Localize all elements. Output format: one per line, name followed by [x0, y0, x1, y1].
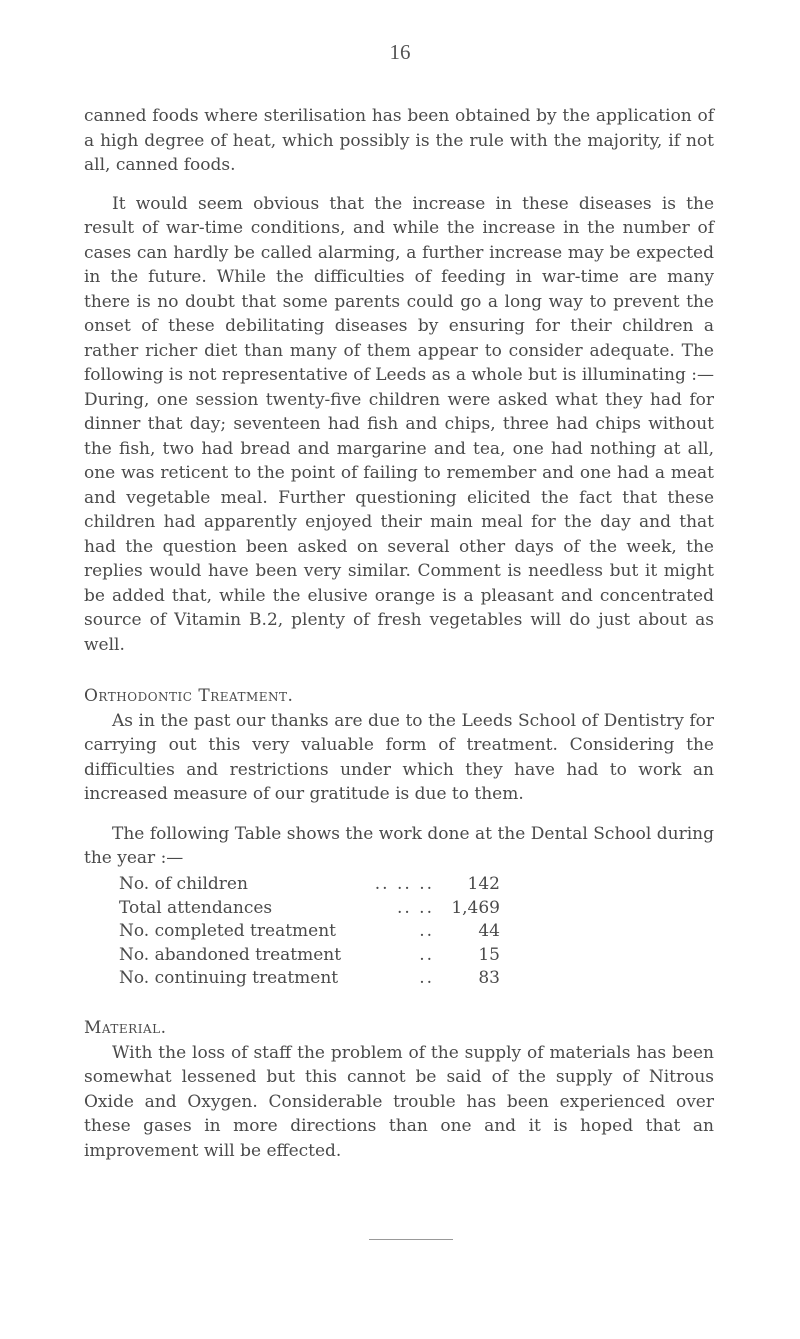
- row-label: No. of children: [119, 874, 248, 895]
- row-value: 1,469: [451, 897, 500, 918]
- table-row: [119, 873, 500, 897]
- heading-orthodontic-treatment: Orthodontic Treatment.: [84, 686, 294, 706]
- row-value: 44: [478, 921, 500, 942]
- paragraph-table-intro: The following Table shows the work done at the Dental School during the year :—: [84, 823, 714, 868]
- leader-dots: .. ..: [396, 897, 434, 918]
- row-label: No. completed treatment: [119, 921, 336, 942]
- heading-material: Material.: [84, 1018, 167, 1038]
- row-value: 15: [478, 944, 500, 965]
- closing-rule: [369, 1239, 453, 1240]
- paragraph-canned-foods: canned foods where sterilisation has been obtained by the application of a high degree of heat, which possibly is the rule with the majority, if not all, canned foods.: [84, 106, 714, 175]
- dental-school-table: [119, 873, 500, 991]
- row-label: Total attendances: [119, 897, 273, 918]
- leader-dots: .. .. ..: [374, 874, 434, 895]
- leader-dots: ..: [419, 944, 434, 965]
- row-value: 142: [467, 874, 500, 895]
- row-value: 83: [478, 968, 500, 989]
- table-row: [119, 896, 500, 920]
- row-label: No. abandoned treatment: [119, 944, 342, 965]
- table-row: [119, 943, 500, 967]
- table-row: [119, 967, 500, 991]
- paragraph-orthodontic: As in the past our thanks are due to the Leeds School of Dentistry for carrying out this very valuable form of treatment. Considering the difficulties and restrictions under which they have had to work an increased measure of our gratitude is due to them.: [84, 710, 714, 804]
- paragraph-war-time-diseases: It would seem obvious that the increase in these diseases is the result of war-time conditions, and while the increase in the number of cases can hardly be called alarming, a further increase may be expected in the future. While the difficulties of feeding in war-time are many there is no doubt that some parents could go a long way to prevent the onset of these debilitating diseases by ensuring for their children a rather richer diet than many of them appear to consider adequate. The following is not representative of Leeds as a whole but is illuminating :—During, one session twenty-five children were asked what they had for dinner that day; seventeen had fish and chips, three had chips without the fish, two had bread and margarine and tea, one had nothing at all, one was reticent to the point of failing to remember and one had a meat and vegetable meal. Further questioning elicited the fact that these children had apparently enjoyed their main meal for the day and that had the question been asked on several other days of the week, the replies would have been very similar. Comment is needless but it might be added that, while the elusive orange is a pleasant and concentrated source of Vitamin B.2, plenty of fresh vegetables will do just about as well.: [84, 193, 714, 655]
- leader-dots: ..: [419, 968, 434, 989]
- page-number: 16: [389, 40, 411, 64]
- table-row: [119, 920, 500, 944]
- row-label: No. continuing treatment: [119, 968, 339, 989]
- paragraph-material: With the loss of staff the problem of the supply of materials has been somewhat lessened but this cannot be said of the supply of Nitrous Oxide and Oxygen. Considerable trouble has been experienced over these gases in more directions than one and it is hoped that an improvement will be effected.: [84, 1042, 714, 1161]
- leader-dots: ..: [419, 921, 434, 942]
- page-body: [84, 104, 714, 1163]
